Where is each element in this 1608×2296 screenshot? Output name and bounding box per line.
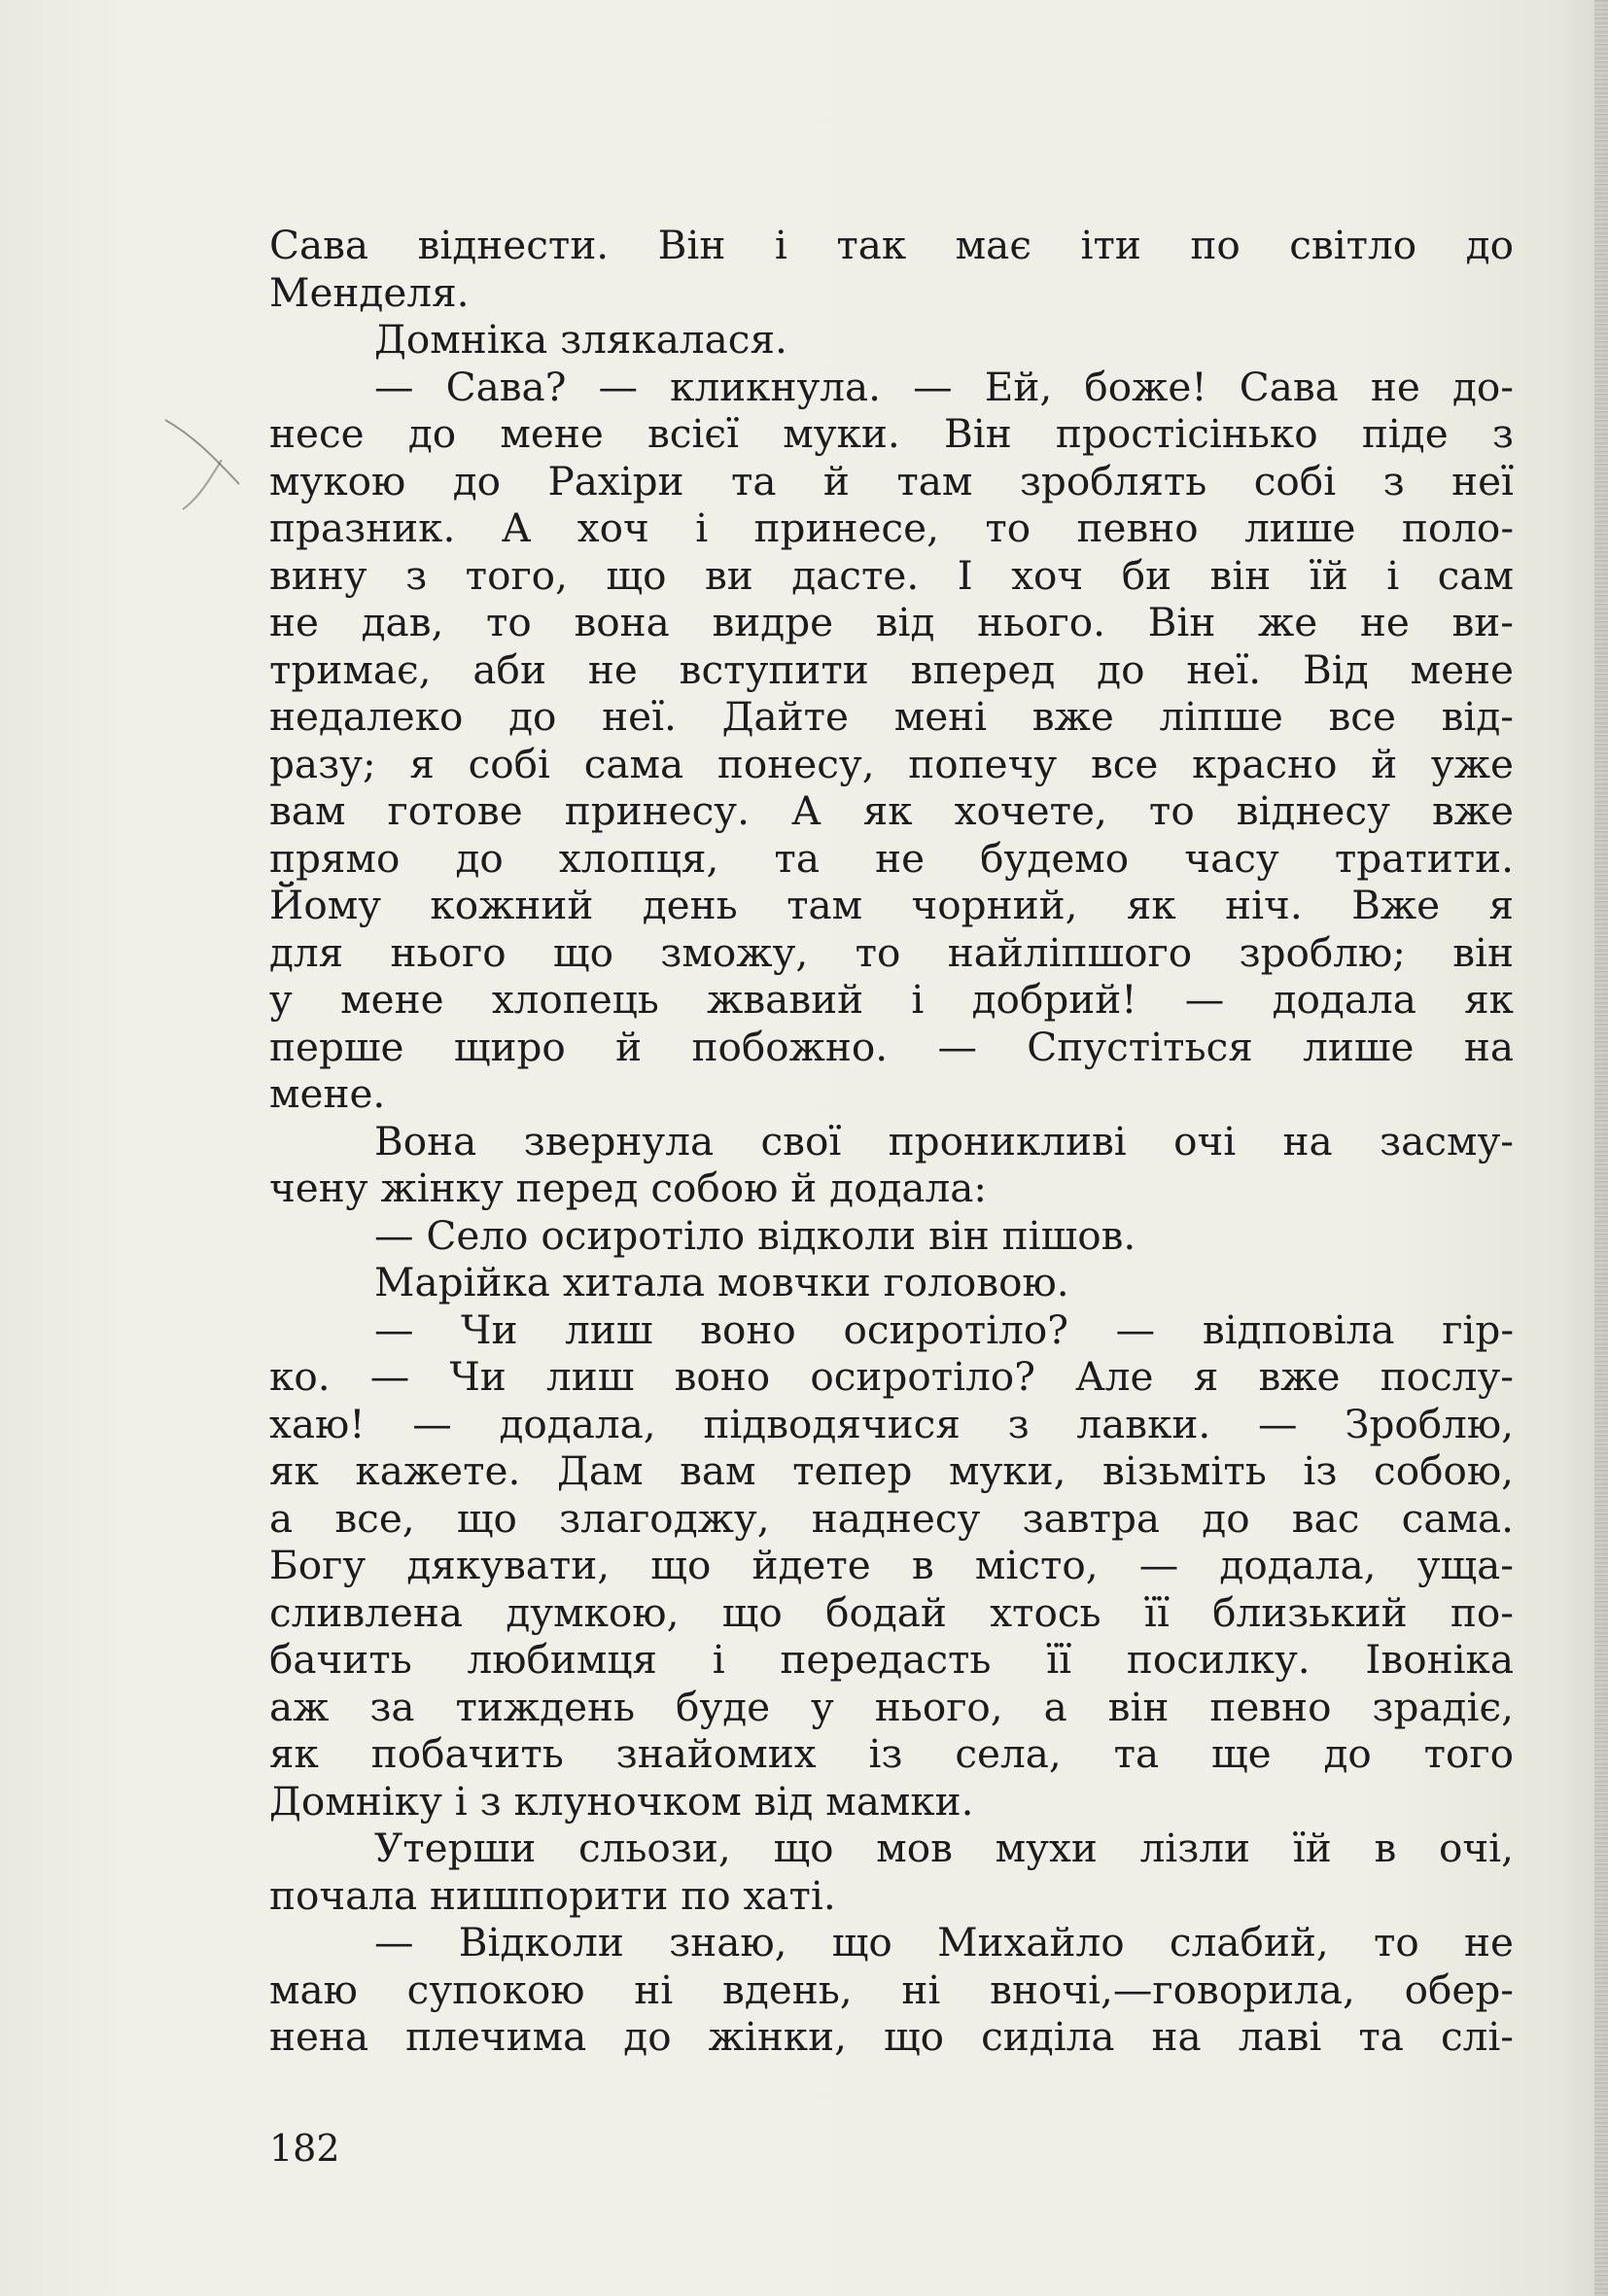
text-line: Богу дякувати, що йдете в місто, — додала, уща- [269, 1542, 1514, 1588]
text-line: чену жінку перед собою й додала: [269, 1165, 988, 1211]
text-line: перше щиро й побожно. — Спустіться лише на [269, 1023, 1514, 1070]
text-line: — Чи лиш воно осиротіло? — відповіла гір- [374, 1305, 1514, 1353]
text-line: вину з того, що ви дасте. І хоч би він їй і сам [269, 551, 1514, 599]
page-number: 182 [269, 2127, 340, 2170]
text-line: разу; я собі сама понесу, попечу все красно й уже [269, 740, 1514, 787]
text-line: у мене хлопець жвавий і добрий! — додала як [269, 976, 1514, 1023]
text-line: як кажете. Дам вам тепер муки, візьміть із собою, [269, 1447, 1514, 1494]
text-line: — Сава? — кликнула. — Ей, боже! Сава не до- [374, 363, 1514, 410]
text-line: маю супокою ні вдень, ні вночі,—говорила, обер- [269, 1966, 1514, 2013]
text-line: недалеко до неї. Дайте мені вже ліпше все від- [269, 693, 1514, 740]
text-line: — Відколи знаю, що Михайло слабий, то не [374, 1919, 1514, 1966]
text-line: нена плечима до жінки, що сиділа на лаві та слі- [269, 2013, 1514, 2060]
text-line: прямо до хлопця, та не будемо часу тратити. [269, 834, 1514, 882]
text-line: сливлена думкою, що бодай хтось її близький по- [269, 1588, 1514, 1636]
text-line: бачить любимця і передасть її посилку. Івоніка [269, 1636, 1514, 1683]
text-line: несе до мене всієї муки. Він простісінько піде з [269, 410, 1514, 457]
text-line: Утерши сльози, що мов мухи лізли їй в очі, [374, 1825, 1514, 1871]
pencil-margin-mark-icon [163, 416, 256, 513]
text-line: ко. — Чи лиш воно осиротіло? Але я вже послу- [269, 1353, 1514, 1400]
body-text [269, 222, 1514, 2061]
text-line: не дав, то вона видре від нього. Він же не ви- [269, 599, 1514, 645]
text-line: мукою до Рахіри та й там зроблять собі з неї [269, 457, 1514, 504]
text-line: Йому кожний день там чорний, як ніч. Вже я [269, 882, 1514, 928]
page-edge [1594, 0, 1608, 2296]
text-line: Домніка злякалася. [374, 316, 787, 363]
text-line: — Село осиротіло відколи він пішов. [374, 1211, 1136, 1259]
text-line: хаю! — додала, підводячися з лавки. — Зроблю, [269, 1400, 1514, 1447]
text-line: Менделя. [269, 268, 470, 316]
text-line: мене. [269, 1070, 386, 1117]
text-line: почала нишпорити по хаті. [269, 1871, 836, 1919]
text-line: а все, що злагоджу, наднесу завтра до вас сама. [269, 1494, 1514, 1542]
text-line: Вона звернула свої проникливі очі на засму- [374, 1117, 1514, 1165]
text-line: вам готове принесу. А як хочете, то віднесу вже [269, 787, 1514, 834]
text-line: для нього що зможу, то найліпшого зроблю; він [269, 928, 1514, 976]
text-line: празник. А хоч і принесе, то певно лише поло- [269, 504, 1514, 551]
text-line: Сава віднести. Він і так має іти по світло до [269, 222, 1514, 268]
text-line: тримає, аби не вступити вперед до неї. Від мене [269, 645, 1514, 693]
text-line: як побачить знайомих із села, та ще до того [269, 1730, 1514, 1777]
text-line: аж за тиждень буде у нього, а він певно зрадіє, [269, 1683, 1514, 1730]
text-line: Домніку і з клуночком від мамки. [269, 1777, 974, 1825]
text-line: Марійка хитала мовчки головою. [374, 1259, 1069, 1305]
